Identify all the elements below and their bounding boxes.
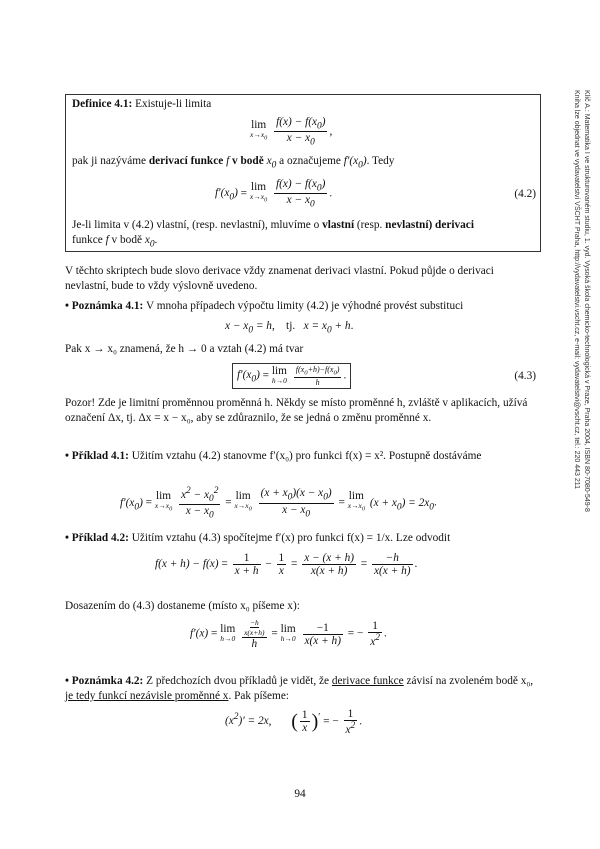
side-citation: [560, 90, 600, 610]
definition-line-2: pak ji nazýváme derivací funkce f v bodě $x_0$ a označujeme $f'(x_0)$. Tedy: [72, 155, 395, 171]
example-4-1-label: • Příklad 4.1:: [65, 450, 129, 462]
note-4-2-text-2: závisí na zvoleném bodě x₀,: [406, 675, 534, 687]
equation-number-4-2: (4.2): [514, 188, 536, 200]
page-number: 94: [294, 788, 306, 800]
note-4-1: [65, 299, 539, 314]
def-resp: (resp.: [356, 219, 383, 231]
bold-nevlastni: nevlastní: [385, 219, 429, 231]
equation-4-3-boxed: $f'(x_0)$ = lim h→0 $\frac{f(x_0+h)-f(x_0)}{h}$ .: [232, 363, 351, 389]
def-text-3: . Tedy: [366, 155, 395, 167]
note-4-1-after: Pak x → x₀ znamená, že h → 0 a vztah (4.2) má tvar: [65, 343, 304, 355]
example-4-2-label: • Příklad 4.2:: [65, 532, 129, 544]
equation-derivative-definition: $f'(x_0)$ = lim $x\to x_0$ $\frac{f(x) - f(x_0)}{x - x_0}$ .: [215, 178, 333, 210]
note-4-2-underlined-2: je tedy funkcí nezávisle proměnné x: [65, 690, 229, 702]
bold-derivaci: ) derivaci: [428, 219, 474, 231]
bold-vlastni: vlastní: [322, 219, 355, 231]
equation-substitution: $x - x_0 = h$, tj. $x = x_0 + h$.: [225, 320, 354, 336]
equation-example-4-1: $f'(x_0)$ = lim $x\to x_0$ $\frac{x^2 - x_0^2}{x - x_0}$ = lim $x\to x_0$ $\frac{(x + x_0)(x - x_0)}{x - x_0}$ = lim $x\to x_0$ $(x + x_0) = 2x_0$.: [120, 486, 437, 521]
paragraph-derivace-vlastni: V těchto skriptech bude slovo derivace vždy znamenat derivaci vlastní. Pokud půjde o derivaci nevlastní, bude to vždy výslovně uvedeno.: [65, 265, 494, 292]
equation-number-4-3: (4.3): [514, 370, 536, 382]
example-4-2-after: Dosazením do (4.3) dostaneme (místo x₀ píšeme x):: [65, 600, 300, 612]
note-4-2-text-3: . Pak píšeme:: [228, 690, 289, 702]
def-text-5: funkce: [72, 234, 103, 246]
bold-term-derivace: derivací funkce: [148, 155, 224, 167]
definition-heading: [72, 97, 211, 112]
bold-term-v-bode: v bodě: [232, 155, 264, 167]
note-4-2: [65, 674, 539, 704]
equation-limit: lim $x\to x_0$ $\frac{f(x) - f(x_0)}{x - x_0}$ ,: [250, 116, 333, 148]
note-4-1-pozor: Pozor! Zde je limitní proměnnou proměnná h. Někdy se místo proměnné h, zvláště v aplikacích, užívá označení Δx, tj. Δx = x − x₀, aby se zdůraznilo, že se jedná o změnu proměnné x.: [65, 397, 528, 424]
citation-line-2: Kniha lze objednat ve vydavatelství VŠCHT Praha, http://vydavatelstvi.vscht.cz, e-mail: vydavatelstvi@vscht.cz, tel.: 220 443 211: [573, 90, 580, 490]
def-text: pak ji nazýváme: [72, 155, 147, 167]
equation-derivatives-summary: $(x^2)' = 2x$, ( $\frac{1}{x}$ )′ = − $\frac{1}{x^2}$ .: [225, 708, 363, 736]
definition-label: Definice 4.1:: [72, 98, 133, 110]
definition-intro: Existuje-li limita: [135, 98, 212, 110]
example-4-1: [65, 449, 539, 464]
note-4-2-label: • Poznámka 4.2:: [65, 675, 144, 687]
note-4-2-text-1: Z předchozích dvou příkladů je vidět, že: [146, 675, 330, 687]
def-text-4: Je-li limita v (4.2) vlastní, (resp. nevlastní), mluvíme o: [72, 219, 320, 231]
note-4-1-label: • Poznámka 4.1:: [65, 300, 144, 312]
equation-example-4-2-difference: f(x + h) − f(x) = $\frac{1}{x + h}$ − $\frac{1}{x}$ = $\frac{x - (x + h)}{x(x + h)}$ = $\frac{-h}{x(x + h)}$ .: [155, 552, 418, 577]
note-4-2-underlined-1: derivace funkce: [331, 675, 404, 687]
citation-line-1: Klíč A.: Matematika I ve strukturovaném studiu, 1. vyd. Vysoká škola chemicko-technologická v Praze, Praha 2004, ISBN 80-7080-549-8: [583, 90, 590, 512]
example-4-2: [65, 531, 539, 546]
def-text-2: a označujeme: [279, 155, 341, 167]
example-4-1-text: Užitím vztahu (4.2) stanovme f′(x₀) pro funkci f(x) = x². Postupně dostáváme: [131, 450, 482, 462]
definition-line-4: Je-li limita v (4.2) vlastní, (resp. nevlastní), mluvíme o vlastní (resp. nevlastní) derivaci funkce f v bodě $x_0$.: [72, 219, 474, 250]
equation-example-4-2-result: f′(x) = lim h→0 −h x(x+h) h = lim h→0 $\frac{-1}{x(x + h)}$ = − $\frac{1}{x^2}$ .: [190, 618, 387, 650]
example-4-2-text: Užitím vztahu (4.3) spočítejme f′(x) pro funkci f(x) = 1/x. Lze odvodit: [131, 532, 451, 544]
note-4-1-text: V mnoha případech výpočtu limity (4.2) je výhodné provést substituci: [145, 300, 464, 312]
